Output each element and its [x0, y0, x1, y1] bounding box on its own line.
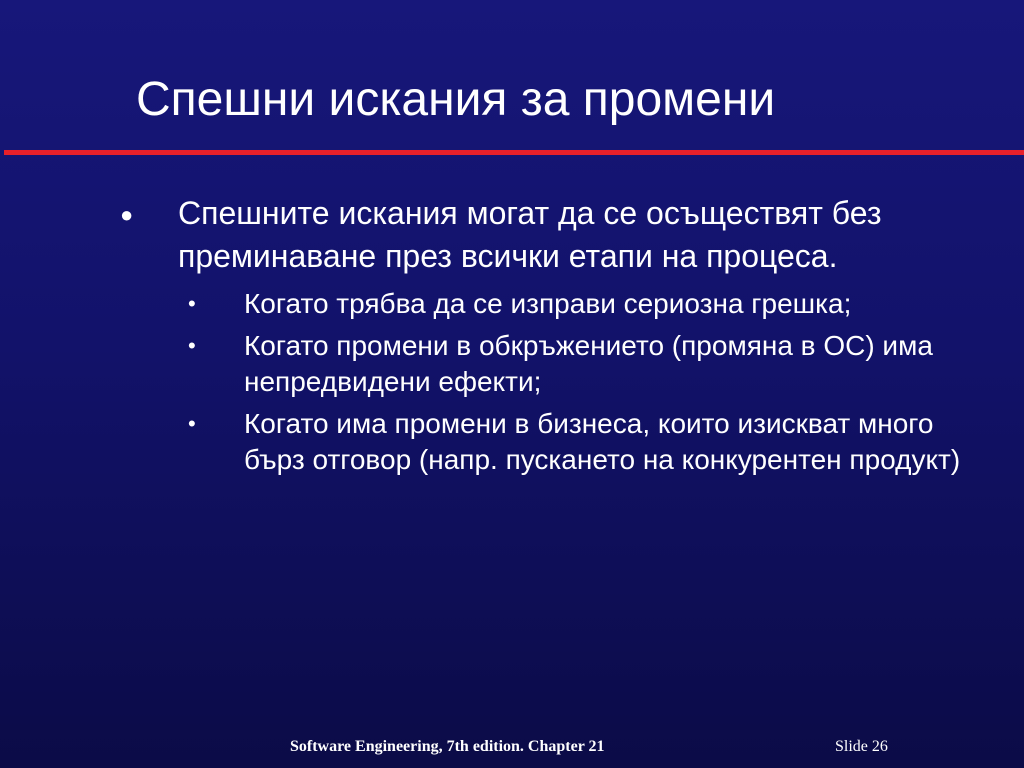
sub-bullet-dot-icon: •	[188, 291, 196, 316]
sub-bullet-text: Когато промени в обкръжението (промяна в ОС) има непредвидени ефекти;	[244, 330, 933, 397]
slide-number: Slide 26	[835, 738, 888, 755]
footer-book-title: Software Engineering, 7th edition. Chapter 21	[290, 738, 605, 755]
sub-bullet-item	[188, 328, 984, 400]
bullet-dot-icon: ●	[120, 202, 134, 227]
sub-bullet-dot-icon: •	[188, 333, 196, 358]
slide-title: Спешни искания за промени	[136, 73, 776, 126]
sub-bullet-text: Когато има промени в бизнеса, които изискват много бърз отговор (напр. пускането на конкурентен продукт)	[244, 408, 961, 475]
sub-bullet-item	[188, 286, 984, 322]
sub-bullet-text: Когато трябва да се изправи сериозна грешка;	[244, 288, 852, 319]
bullet-text: Спешните искания могат да се осъществят без преминаване през всички етапи на процеса.	[178, 195, 882, 274]
sub-bullet-item	[188, 406, 984, 478]
bullet-item	[120, 192, 978, 278]
sub-bullet-dot-icon: •	[188, 411, 196, 436]
bullet-list	[0, 192, 1024, 478]
title-divider	[4, 150, 1024, 155]
